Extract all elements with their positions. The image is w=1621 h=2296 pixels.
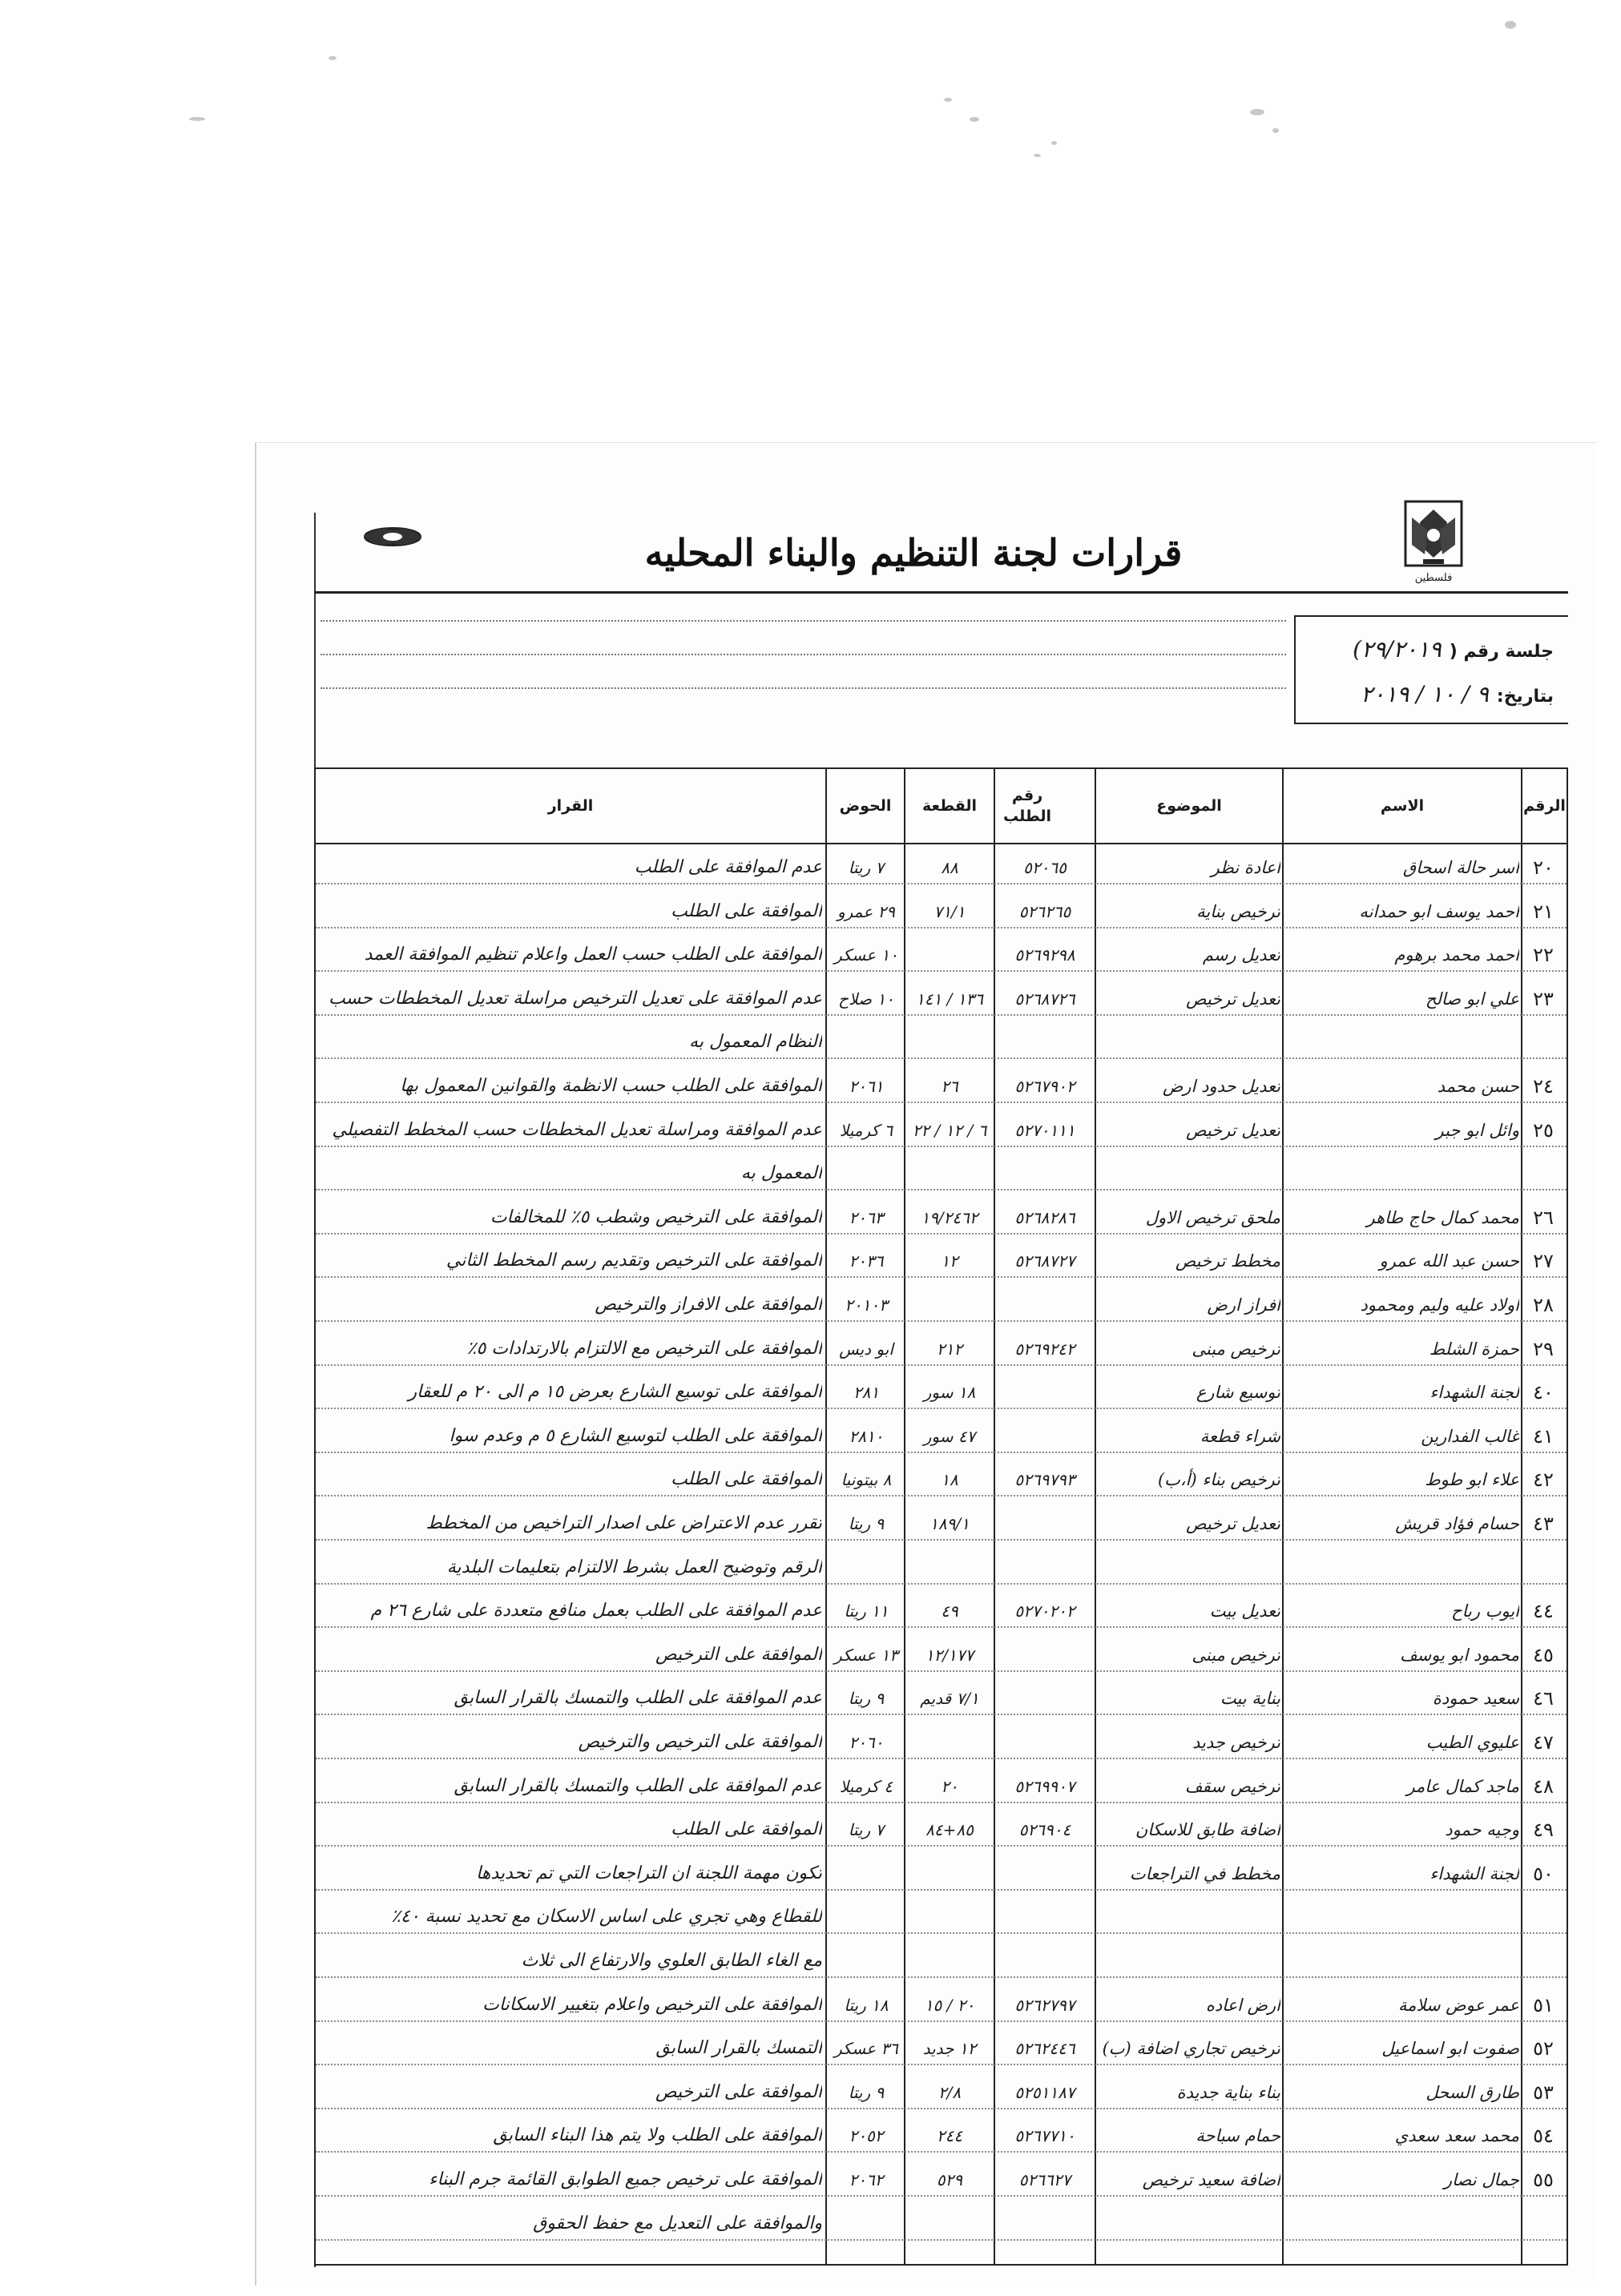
cell-name: محمود ابو يوسف <box>1399 1645 1519 1665</box>
cell-name: جمال نصار <box>1443 2170 1519 2189</box>
cell-subject: تعديل ترخيص <box>1186 1120 1280 1140</box>
cell-num: ٥٣ <box>1533 2080 1554 2104</box>
cell-decision: الموافقة على توسيع الشارع بعرض ١٥ م الى ٢٠ م للعقار <box>408 1382 822 1403</box>
session-info-box <box>1294 615 1568 724</box>
cell-num: ٤٥ <box>1533 1643 1554 1666</box>
row-dotted-line <box>316 1626 1567 1628</box>
cell-decision: الموافقة على الطلب <box>671 1469 822 1490</box>
cell-name: حسن محمد <box>1437 1077 1519 1096</box>
cell-decision: الموافقة على الترخيص <box>655 2081 822 2102</box>
row-dotted-line <box>316 1670 1567 1672</box>
cell-name: عليوي الطيب <box>1425 1733 1519 1752</box>
row-dotted-line <box>316 1495 1567 1496</box>
cell-parcel: ٧١/١ <box>933 901 966 921</box>
cell-subject: ترخيص مبنى <box>1192 1645 1280 1665</box>
cell-num: ٤٣ <box>1533 1513 1554 1535</box>
cell-name: لجنة الشهداء <box>1429 1383 1519 1403</box>
cell-parcel: ٢/٨ <box>938 2082 962 2102</box>
header-dotted-line <box>321 687 1286 689</box>
cell-decision: الموافقة على الطلب ولا يتم هذا البناء السابق <box>493 2125 822 2146</box>
cell-subject: ترخيص مبنى <box>1192 1339 1280 1359</box>
cell-num: ٢٣ <box>1533 987 1554 1010</box>
cell-name: وجيه حمود <box>1445 1820 1519 1840</box>
cell-basin: ٢٨١ <box>853 1383 880 1403</box>
cell-num: ٢٦ <box>1533 1206 1554 1229</box>
cell-name: وائل ابو جبر <box>1435 1120 1519 1140</box>
cell-basin: ٦ كرميلا <box>839 1120 893 1140</box>
cell-decision: المعمول به <box>740 1163 822 1184</box>
row-dotted-line <box>316 1539 1567 1541</box>
cell-decision: الموافقة على الترخيص وتقديم رسم المخطط الثاني <box>446 1251 822 1271</box>
cell-decision: الموافقة على الافراز والترخيص <box>595 1295 822 1315</box>
cell-request: ٥٢٦٩٩٠٧ <box>1014 1776 1075 1796</box>
cell-parcel: ١٨ سور <box>923 1383 976 1403</box>
cell-parcel: ١٨٩/١ <box>929 1514 970 1533</box>
row-dotted-line <box>316 1583 1567 1585</box>
scan-speck <box>1250 109 1264 115</box>
header-dotted-line <box>321 654 1286 655</box>
cell-basin: ١٠ عسكر <box>834 945 898 965</box>
row-dotted-line <box>316 883 1567 884</box>
cell-num: ٢٨ <box>1533 1294 1554 1316</box>
cell-parcel: ٢٦ <box>941 1077 958 1096</box>
table-header-rule <box>314 843 1568 844</box>
cell-subject: تعديل بيت <box>1209 1601 1280 1621</box>
col-header-request: رقم الطلب <box>1002 787 1052 825</box>
cell-name: طارق السحل <box>1425 2082 1519 2102</box>
cell-subject: ارض اعاده <box>1205 1995 1280 2015</box>
cell-decision: الموافقة على الطلب لتوسيع الشارع ٥ م وعدم سوا <box>449 1425 822 1446</box>
cell-name: محمد سعد سعدي <box>1394 2126 1519 2146</box>
cell-name: علاء ابو طوط <box>1425 1470 1519 1490</box>
header-rule <box>314 591 1568 594</box>
col-divider <box>904 767 905 2266</box>
cell-basin: ١٣ عسكر <box>834 1645 898 1665</box>
emblem-caption: فلسطين <box>1414 572 1453 584</box>
cell-subject: اضافة طابق للاسكان <box>1135 1820 1280 1840</box>
cell-decision: للقطاع وهي تجري على اساس الاسكان مع تحديد نسبة ٤٠٪ <box>391 1907 822 1927</box>
scan-speck <box>1051 141 1057 145</box>
cell-decision: الموافقة على الطلب <box>671 1819 822 1840</box>
cell-name: علي ابو صالح <box>1425 989 1519 1009</box>
cell-parcel: ١٢ <box>941 1251 958 1271</box>
cell-basin: ٤ كرميلا <box>839 1776 893 1796</box>
cell-num: ٤٧ <box>1533 1731 1554 1754</box>
row-dotted-line <box>316 1320 1567 1322</box>
col-header-parcel: القطعة <box>921 797 978 815</box>
cell-parcel: ١٨ <box>941 1470 958 1490</box>
cell-basin: ٣٦ عسكر <box>834 2039 898 2059</box>
cell-num: ٥٥ <box>1533 2169 1554 2191</box>
cell-name: ماجد كمال عامر <box>1406 1776 1519 1796</box>
cell-request: ٥٢٦٧٧١٠ <box>1014 2126 1075 2146</box>
cell-request: ٥٢٦٨٧٢٦ <box>1014 989 1075 1009</box>
row-dotted-line <box>316 970 1567 972</box>
cell-decision: تقرر عدم الاعتراض على اصدار التراخيص من المخطط <box>425 1513 822 1533</box>
row-dotted-line <box>316 1452 1567 1453</box>
col-header-decision: القرار <box>547 797 594 815</box>
cell-parcel: ٨٥+٨٤ <box>925 1820 974 1840</box>
session-date: بتاريخ:٩ / ١٠ / ٢٠١٩ <box>1361 681 1554 707</box>
cell-parcel: ٢٠ / ١٥ <box>924 1995 975 2015</box>
cell-request: ٥٢٦٨٢٨٦ <box>1014 1207 1075 1227</box>
cell-parcel: ٢٠ <box>941 1776 958 1796</box>
cell-decision: الموافقة على الترخيص والترخيص <box>578 1732 822 1752</box>
cell-decision: الرقم وتوضيح العمل بشرط الالتزام بتعليمات البلدية <box>446 1557 822 1577</box>
cell-basin: ٢٩ عمرو <box>837 901 896 921</box>
cell-num: ٤٩ <box>1533 1819 1554 1842</box>
cell-num: ٢٠ <box>1533 856 1554 879</box>
row-dotted-line <box>316 1889 1567 1891</box>
cell-basin: ٢٠٣٦ <box>849 1251 884 1271</box>
cell-request: ٥٢٧٠٢٠٢ <box>1014 1601 1075 1621</box>
cell-decision: تكون مهمة اللجنة ان التراجعات التي تم تحديدها <box>476 1863 822 1883</box>
cell-decision: عدم الموافقة على الطلب والتمسك بالقرار السابق <box>454 1775 822 1796</box>
cell-decision: والموافقة على التعديل مع حفظ الحقوق <box>533 2213 822 2234</box>
scan-speck <box>944 98 952 102</box>
cell-decision: الموافقة على الطلب حسب العمل واعلام تنظيم الموافقة العمد <box>364 945 822 965</box>
row-dotted-line <box>316 1845 1567 1847</box>
row-dotted-line <box>316 1802 1567 1803</box>
cell-parcel: ٨٨ <box>941 858 958 877</box>
palestine-emblem <box>1401 498 1466 586</box>
cell-decision: الموافقة على الطلب حسب الانظمة والقوانين المعمول بها <box>400 1076 822 1096</box>
cell-parcel: ١٩/٢٤٦٢ <box>921 1207 978 1227</box>
cell-name: محمد كمال حاج طاهر <box>1366 1207 1519 1227</box>
cell-decision: الموافقة على الترخيص واعلام بتغيير الاسكانات <box>482 1994 822 2015</box>
cell-subject: افراز ارض <box>1207 1295 1280 1315</box>
row-dotted-line <box>316 1102 1567 1103</box>
cell-subject: شراء قطعة <box>1200 1426 1280 1446</box>
cell-basin: ١٠ صلاح <box>838 989 894 1009</box>
cell-num: ٤٨ <box>1533 1774 1554 1798</box>
cell-decision: عدم الموافقة على الطلب والتمسك بالقرار السابق <box>454 1688 822 1709</box>
cell-subject: حمام سباحة <box>1196 2126 1280 2146</box>
row-dotted-line <box>316 1233 1567 1235</box>
cell-request: ٥٢٥١١٨٧ <box>1014 2082 1075 2102</box>
cell-basin: ١٨ ريتا <box>844 1995 889 2015</box>
row-dotted-line <box>316 2020 1567 2022</box>
cell-request: ٥٢٧٠١١١ <box>1014 1120 1075 1140</box>
logo-icon <box>353 521 433 553</box>
cell-num: ٤٢ <box>1533 1468 1554 1492</box>
row-dotted-line <box>316 1408 1567 1409</box>
col-divider <box>825 767 827 2266</box>
row-dotted-line <box>316 1146 1567 1147</box>
row-dotted-line <box>316 2064 1567 2065</box>
page-title: قرارات لجنة التنظيم والبناء المحليه <box>644 531 1183 574</box>
cell-name: حسن عبد الله عمرو <box>1379 1251 1519 1271</box>
col-header-num: الرقم <box>1523 797 1566 815</box>
cell-parcel: ٧/١ قديم <box>920 1689 979 1709</box>
cell-request: ٥٢٦٢٦٥ <box>1018 901 1071 921</box>
row-dotted-line <box>316 1714 1567 1715</box>
cell-name: اسر حالة اسحاق <box>1402 858 1519 877</box>
cell-name: غالب الفدارين <box>1421 1426 1519 1446</box>
cell-subject: تعديل حدود ارض <box>1163 1077 1280 1096</box>
cell-basin: ٢٨١٠ <box>849 1426 884 1446</box>
cell-subject: مخطط ترخيص <box>1175 1251 1280 1271</box>
cell-decision: الموافقة على الترخيص مع الالتزام بالارتدادات ٥٪ <box>466 1338 822 1359</box>
cell-basin: ٧ ريتا <box>848 1820 885 1840</box>
cell-basin: ٩ ريتا <box>848 1514 885 1533</box>
row-dotted-line <box>316 2239 1567 2241</box>
cell-decision: النظام المعمول به <box>689 1032 822 1053</box>
row-dotted-line <box>316 2108 1567 2109</box>
cell-decision: الموافقة على الترخيص وشطب ٥٪ للمخالفات <box>490 1206 822 1227</box>
cell-num: ٢٩ <box>1533 1337 1554 1360</box>
row-dotted-line <box>316 927 1567 928</box>
cell-request: ٥٢٦٧٩٠٢ <box>1014 1077 1075 1096</box>
cell-parcel: ٢٤٤ <box>936 2126 963 2146</box>
cell-subject: بناية بيت <box>1220 1689 1280 1709</box>
cell-subject: ترخيص سقف <box>1184 1776 1280 1796</box>
row-dotted-line <box>316 1976 1567 1978</box>
session-number: جلسة رقم (٢٩/٢٠١٩) <box>1353 636 1554 663</box>
cell-decision: عدم الموافقة على الطلب بعمل منافع متعددة على شارع ٢٦ م <box>370 1601 822 1621</box>
cell-basin: ٢٠٦٠ <box>849 1733 884 1752</box>
cell-basin: ٩ ريتا <box>848 2082 885 2102</box>
cell-parcel: ٥٢٩ <box>936 2170 963 2189</box>
cell-basin: ٢٠٥٢ <box>849 2126 884 2146</box>
cell-subject: مخطط في التراجعات <box>1129 1863 1280 1883</box>
cell-request: ٥٢٦٩٢٩٨ <box>1014 945 1075 965</box>
cell-decision: عدم الموافقة ومراسلة تعديل المخططات حسب المخطط التفصيلي <box>332 1119 822 1140</box>
cell-num: ٤٦ <box>1533 1687 1554 1710</box>
cell-basin: ٢٠١٠٣ <box>845 1295 888 1315</box>
col-divider <box>1095 767 1096 2266</box>
cell-num: ٢١ <box>1533 900 1554 923</box>
cell-subject: تعديل ترخيص <box>1186 989 1280 1009</box>
cell-name: سعيد حمودة <box>1432 1689 1519 1709</box>
scan-speck <box>189 117 205 121</box>
row-dotted-line <box>316 1189 1567 1190</box>
scan-speck <box>329 56 337 60</box>
cell-num: ٥٠ <box>1533 1862 1554 1885</box>
cell-num: ٤٤ <box>1533 1600 1554 1623</box>
cell-basin: ٩ ريتا <box>848 1689 885 1709</box>
cell-request: ٥٢٦٩٧٩٣ <box>1014 1470 1075 1490</box>
cell-name: لجنة الشهداء <box>1429 1863 1519 1883</box>
cell-basin: ٢٠٦١ <box>849 1077 884 1096</box>
row-dotted-line <box>316 1364 1567 1366</box>
scan-speck <box>1505 21 1516 29</box>
cell-request: ٥٢٦٩٢٤٢ <box>1014 1339 1075 1359</box>
eagle-emblem-icon <box>1401 498 1466 572</box>
cell-name: احمد يوسف ابو حمدانه <box>1359 901 1519 921</box>
cell-num: ٢٤ <box>1533 1075 1554 1098</box>
cell-num: ٤٠ <box>1533 1381 1554 1404</box>
row-dotted-line <box>316 1932 1567 1934</box>
cell-parcel: ٤٩ <box>941 1601 958 1621</box>
cell-subject: توسيع شارع <box>1196 1383 1280 1403</box>
cell-name: احمد محمد برهوم <box>1394 945 1519 965</box>
cell-parcel: ٤٧ سور <box>923 1426 976 1446</box>
cell-parcel: ٢١٢ <box>936 1339 963 1359</box>
cell-name: صفوت ابو اسماعيل <box>1381 2039 1519 2059</box>
cell-basin: ٢٠٦٢ <box>849 2170 884 2189</box>
cell-num: ٢٥ <box>1533 1118 1554 1142</box>
cell-request: ٥٢٠٦٥ <box>1023 858 1067 877</box>
cell-name: حسام فؤاد قريش <box>1395 1514 1519 1533</box>
cell-parcel: ١٣٦ / ١٤١ <box>916 989 983 1009</box>
cell-name: عمر عوض سلامة <box>1397 1995 1519 2015</box>
cell-request: ٥٢٦٢٤٤٦ <box>1014 2039 1075 2059</box>
cell-basin: ابو ديس <box>839 1339 893 1359</box>
cell-subject: ترخيص تجاري اضافة (ب) <box>1102 2039 1280 2059</box>
cell-name: اولاد عليه وليم ومحمود <box>1360 1295 1519 1315</box>
cell-basin: ٧ ريتا <box>848 858 885 877</box>
cell-subject: اضافة سعيد ترخيص <box>1142 2170 1280 2189</box>
cell-basin: ٨ بيتونيا <box>841 1470 892 1490</box>
cell-subject: تعديل ترخيص <box>1186 1514 1280 1533</box>
cell-decision: الموافقة على ترخيص جميع الطوابق القائمة جرم البناء <box>429 2169 822 2189</box>
cell-subject: ترخيص بناية <box>1196 901 1280 921</box>
cell-request: ٥٢٦٨٧٢٧ <box>1014 1251 1075 1271</box>
cell-basin: ١١ ريتا <box>844 1601 889 1621</box>
cell-decision: التمسك بالقرار السابق <box>655 2038 822 2059</box>
col-divider <box>994 767 995 2266</box>
cell-num: ٢٧ <box>1533 1250 1554 1273</box>
cell-num: ٥٢ <box>1533 2037 1554 2060</box>
cell-subject: تعديل رسم <box>1202 945 1280 965</box>
scan-speck <box>1272 128 1279 133</box>
cell-request: ٥٢٦٩٠٤ <box>1018 1820 1071 1840</box>
cell-num: ٤١ <box>1533 1424 1554 1448</box>
scan-speck <box>970 117 979 122</box>
col-header-basin: الحوض <box>839 797 892 815</box>
cell-request: ٥٢٦٢٧٩٧ <box>1014 1995 1075 2015</box>
cell-parcel: ١٢/١٧٧ <box>925 1645 974 1665</box>
cell-decision: الموافقة على الطلب <box>671 900 822 921</box>
cell-decision: عدم الموافقة على تعديل الترخيص مراسلة تعديل المخططات حسب <box>329 988 822 1009</box>
cell-name: ايوب رباح <box>1451 1601 1519 1621</box>
cell-decision: الموافقة على الترخيص <box>655 1644 822 1665</box>
row-dotted-line <box>316 1014 1567 1016</box>
cell-parcel: ٦ / ١٢ / ٢٢ <box>912 1120 987 1140</box>
row-dotted-line <box>316 2151 1567 2153</box>
cell-subject: ملحق ترخيص الاول <box>1145 1207 1280 1227</box>
cell-parcel: ١٢ جديد <box>922 2039 977 2059</box>
cell-subject: ترخيص جديد <box>1192 1733 1280 1752</box>
col-header-subject: الموضوع <box>1156 797 1222 815</box>
cell-basin: ٢٠٦٣ <box>849 1207 884 1227</box>
row-dotted-line <box>316 2195 1567 2197</box>
row-dotted-line <box>316 1276 1567 1278</box>
row-dotted-line <box>316 1057 1567 1059</box>
col-divider <box>1282 767 1284 2266</box>
cell-name: حمزة الشلط <box>1429 1339 1519 1359</box>
scan-speck <box>1034 154 1041 157</box>
cell-subject: بناء بناية جديدة <box>1176 2082 1280 2102</box>
cell-num: ٥١ <box>1533 1993 1554 2016</box>
cell-subject: اعادة نظر <box>1211 858 1280 877</box>
cell-num: ٥٤ <box>1533 2125 1554 2148</box>
cell-subject: ترخيص بناء (أ،ب) <box>1157 1470 1280 1490</box>
header-dotted-line <box>321 620 1286 622</box>
cell-num: ٢٢ <box>1533 944 1554 967</box>
col-header-name: الاسم <box>1380 797 1425 815</box>
ministry-logo <box>353 521 433 553</box>
row-dotted-line <box>316 1758 1567 1759</box>
cell-request: ٥٢٦٦٢٧ <box>1018 2170 1071 2189</box>
cell-decision: مع الغاء الطابق العلوي والارتفاع الى ثلاث <box>521 1951 822 1971</box>
cell-decision: عدم الموافقة على الطلب <box>634 857 822 877</box>
